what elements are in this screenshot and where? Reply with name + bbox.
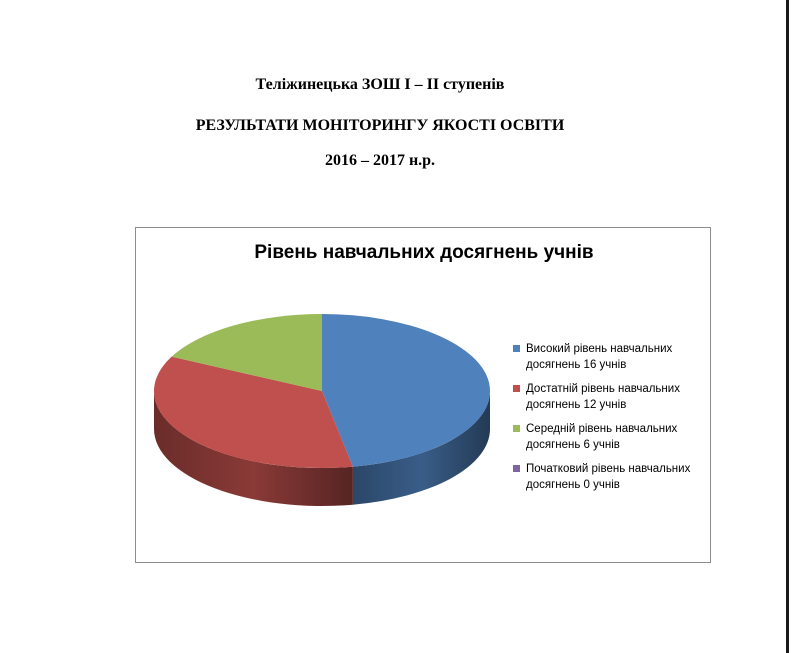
legend-swatch <box>513 465 520 472</box>
legend-item <box>513 421 708 453</box>
legend-item <box>513 341 708 373</box>
legend-swatch <box>513 385 520 392</box>
legend-label: Високий рівень навчальних досягнень 16 учнів <box>526 343 673 371</box>
chart-area <box>135 227 711 563</box>
report-title: РЕЗУЛЬТАТИ МОНІТОРИНГУ ЯКОСТІ ОСВІТИ <box>195 117 565 134</box>
legend-label: Середній рівень навчальних досягнень 6 учнів <box>526 423 678 451</box>
page-edge <box>786 0 789 653</box>
legend-label: Достатній рівень навчальних досягнень 12 учнів <box>526 383 680 411</box>
legend-swatch <box>513 345 520 352</box>
school-year: 2016 – 2017 н.р. <box>324 152 436 169</box>
legend-item <box>513 381 708 413</box>
legend-item <box>513 461 708 493</box>
legend-label: Початковий рівень навчальних досягнень 0 учнів <box>526 463 691 491</box>
legend-swatch <box>513 425 520 432</box>
school-name: Теліжинецька ЗОШ І – ІІ ступенів <box>255 76 505 93</box>
chart-title: Рівень навчальних досягнень учнів <box>254 242 594 263</box>
chart-legend <box>513 341 708 501</box>
